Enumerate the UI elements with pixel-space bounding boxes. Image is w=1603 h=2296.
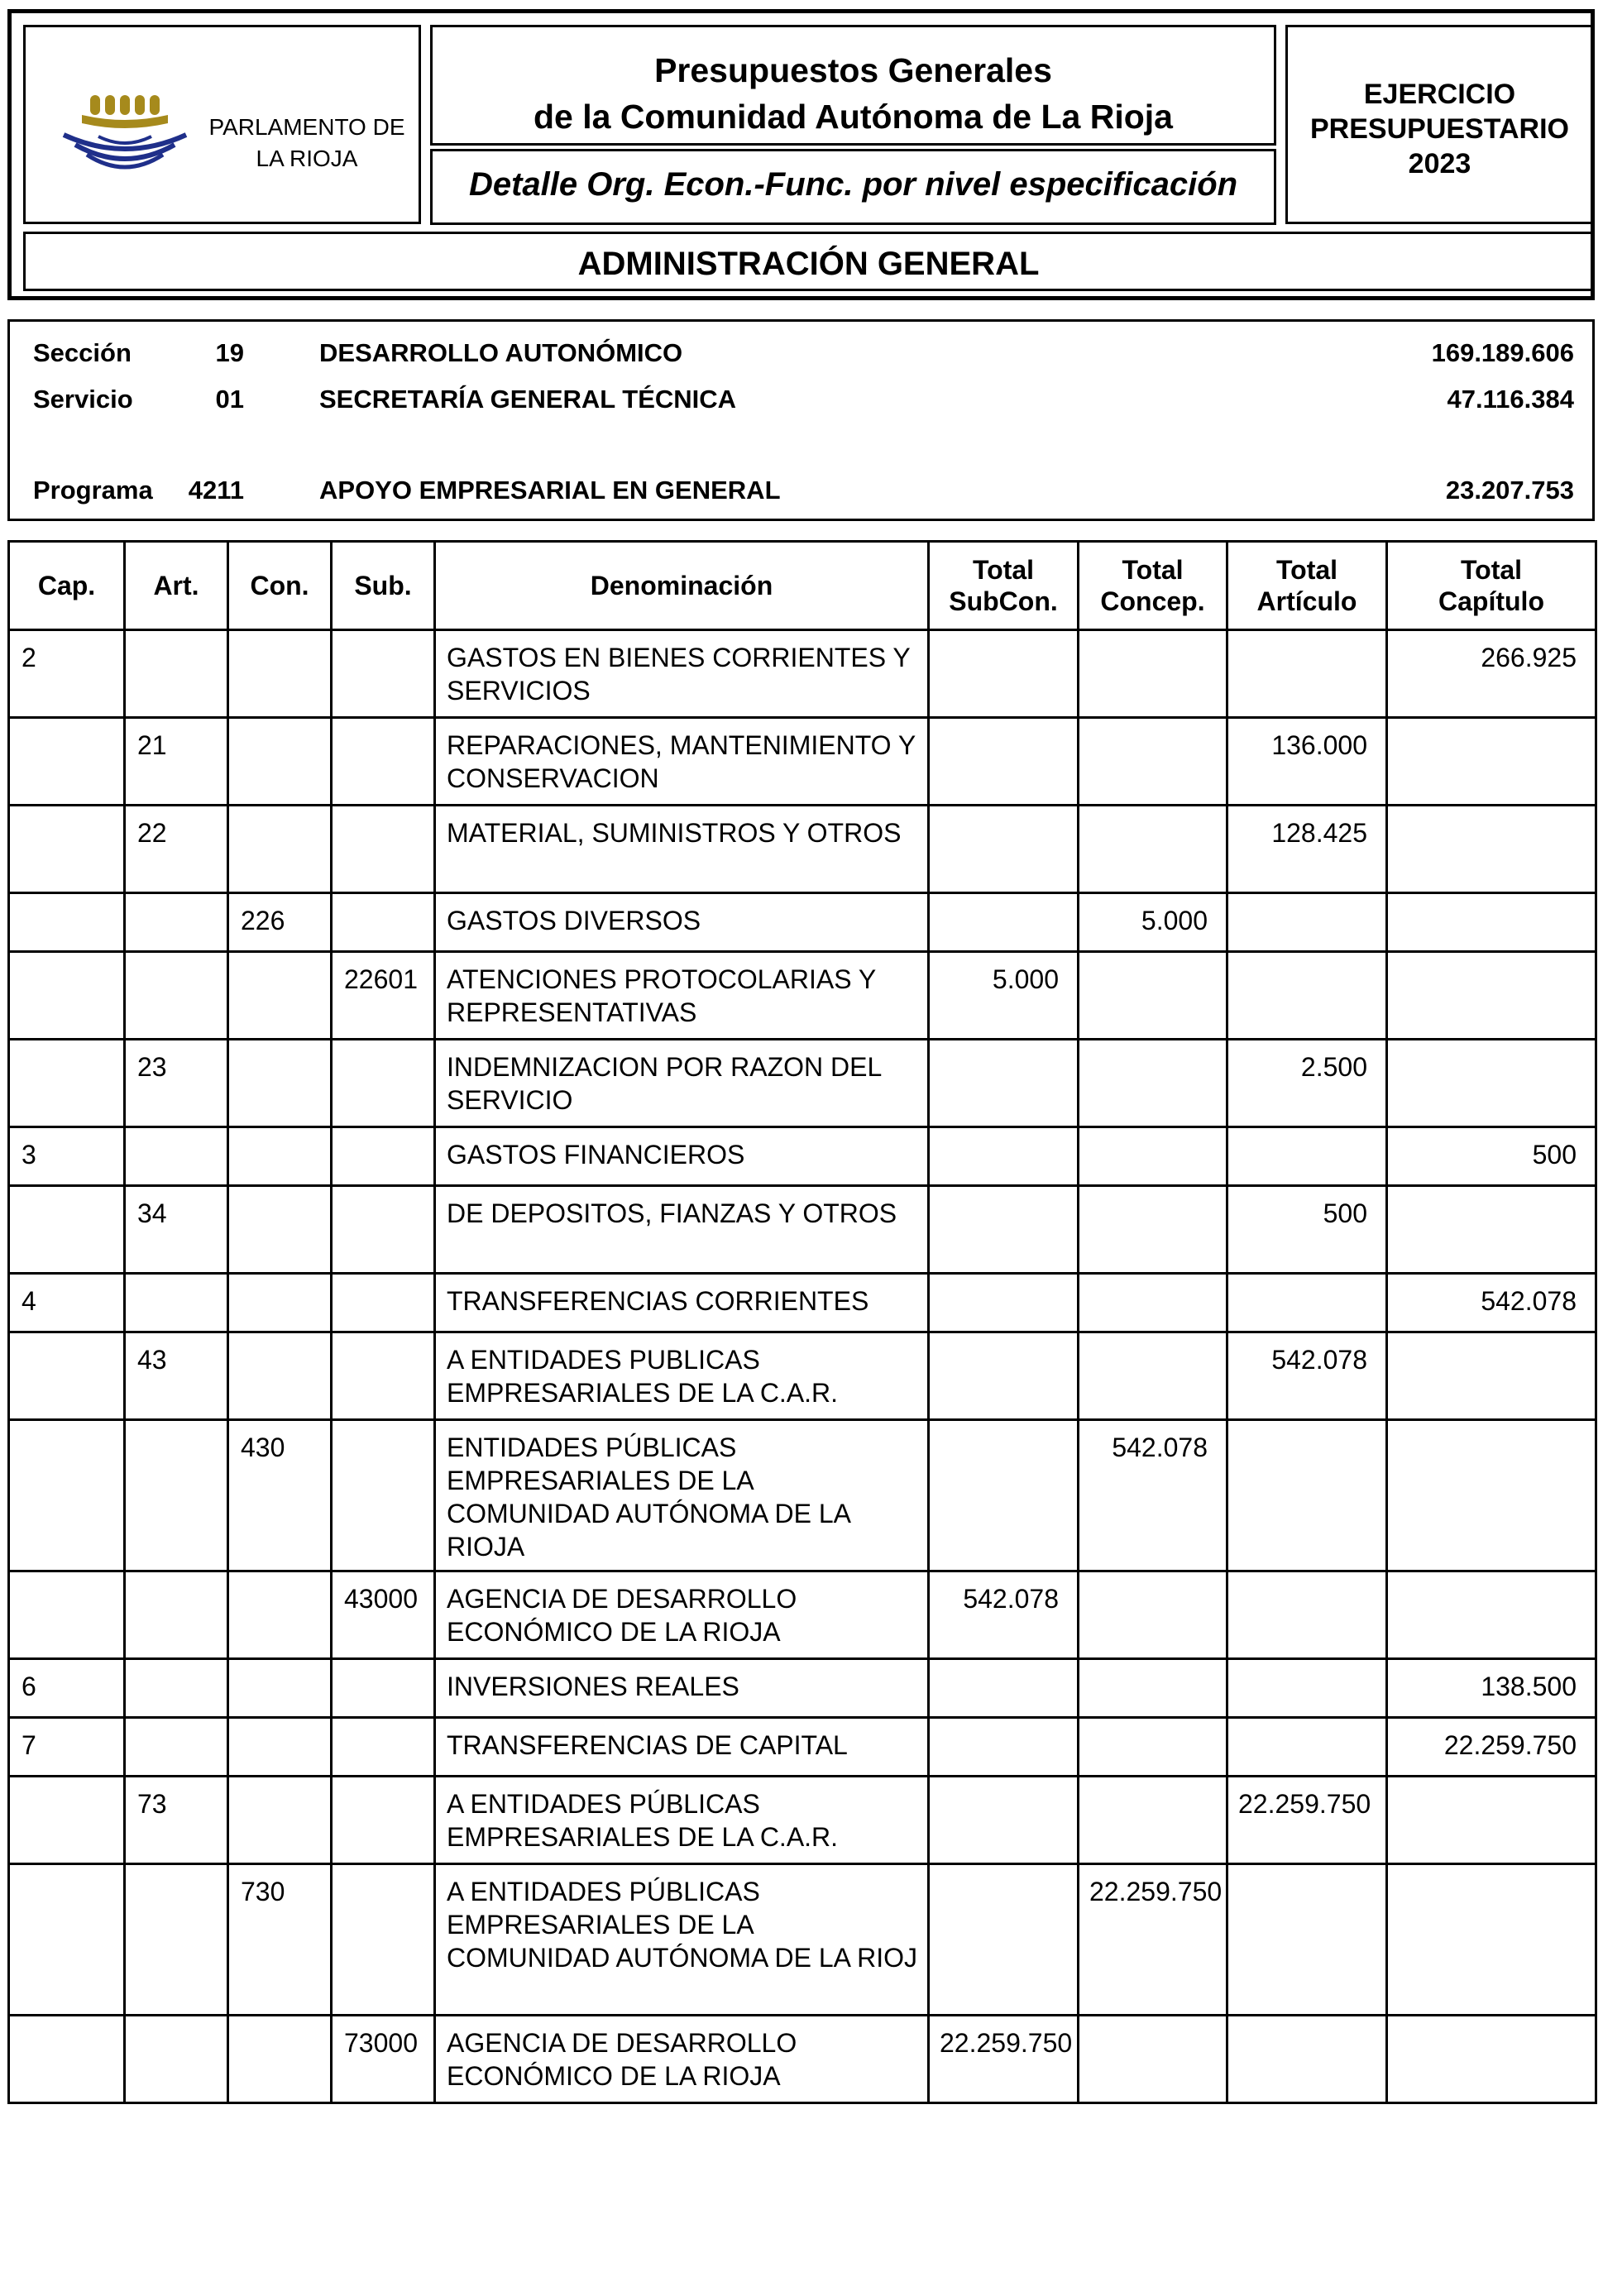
cell-cap (9, 893, 125, 952)
cell-cap (9, 1040, 125, 1127)
col-header-line: SubCon. (949, 586, 1058, 616)
programa-label: Programa (33, 476, 153, 505)
cell-sub: 22601 (332, 952, 435, 1040)
cell-total-concep (1079, 718, 1227, 806)
col-header-line: Concep. (1100, 586, 1205, 616)
cell-cap (9, 718, 125, 806)
cell-cap: 4 (9, 1274, 125, 1332)
cell-sub: 73000 (332, 2016, 435, 2103)
cell-sub (332, 1332, 435, 1420)
cell-con (228, 1659, 332, 1718)
section-title: ADMINISTRACIÓN GENERAL (577, 246, 1040, 282)
cell-cap (9, 1420, 125, 1571)
cell-con (228, 952, 332, 1040)
table-row (9, 806, 1596, 893)
cell-denominacion: REPARACIONES, MANTENIMIENTO Y CONSERVACION (435, 718, 929, 806)
cell-art (125, 1420, 228, 1571)
cell-total-subcon (929, 1659, 1079, 1718)
cell-total-articulo (1227, 2016, 1387, 2103)
cell-art (125, 893, 228, 952)
logo-panel (23, 25, 421, 224)
cell-con (228, 1186, 332, 1274)
cell-con (228, 1127, 332, 1186)
cell-sub (332, 1864, 435, 2016)
cell-sub: 43000 (332, 1571, 435, 1659)
col-header-total-articulo (1227, 542, 1387, 630)
cell-art (125, 1127, 228, 1186)
cell-sub (332, 893, 435, 952)
col-header-cap: Cap. (9, 542, 125, 630)
cell-con (228, 1332, 332, 1420)
document-header (7, 9, 1595, 300)
table-row (9, 952, 1596, 1040)
cell-denominacion: DE DEPOSITOS, FIANZAS Y OTROS (435, 1186, 929, 1274)
cell-art (125, 1571, 228, 1659)
table-row (9, 718, 1596, 806)
col-header-sub: Sub. (332, 542, 435, 630)
col-header-line: Capítulo (1438, 586, 1544, 616)
table-row (9, 1127, 1596, 1186)
cell-denominacion: AGENCIA DE DESARROLLO ECONÓMICO DE LA RIOJA (435, 2016, 929, 2103)
cell-total-capitulo (1387, 1332, 1596, 1420)
section-title-panel (23, 232, 1594, 291)
cell-sub (332, 1659, 435, 1718)
programa-code: 4211 (188, 476, 244, 505)
title-panel (430, 25, 1276, 146)
cell-denominacion: TRANSFERENCIAS CORRIENTES (435, 1274, 929, 1332)
cell-total-articulo (1227, 1659, 1387, 1718)
programa-name: APOYO EMPRESARIAL EN GENERAL (319, 476, 781, 505)
seccion-code: 19 (215, 338, 244, 367)
cell-sub (332, 1777, 435, 1864)
cell-total-articulo (1227, 1864, 1387, 2016)
col-header-total-capitulo (1387, 542, 1596, 630)
cell-con (228, 718, 332, 806)
cell-art (125, 1864, 228, 2016)
cell-total-concep (1079, 2016, 1227, 2103)
cell-cap: 6 (9, 1659, 125, 1718)
fiscal-year-line: PRESUPUESTARIO (1310, 113, 1569, 145)
cell-total-capitulo: 138.500 (1387, 1659, 1596, 1718)
cell-total-subcon: 22.259.750 (929, 2016, 1079, 2103)
cell-denominacion: MATERIAL, SUMINISTROS Y OTROS (435, 806, 929, 893)
table-row (9, 1420, 1596, 1571)
cell-art: 34 (125, 1186, 228, 1274)
cell-total-subcon: 5.000 (929, 952, 1079, 1040)
cell-con: 430 (228, 1420, 332, 1571)
cell-con: 226 (228, 893, 332, 952)
cell-denominacion: GASTOS DIVERSOS (435, 893, 929, 952)
cell-denominacion: GASTOS EN BIENES CORRIENTES Y SERVICIOS (435, 630, 929, 718)
cell-sub (332, 806, 435, 893)
cell-total-articulo (1227, 1420, 1387, 1571)
table-row (9, 893, 1596, 952)
cell-total-concep (1079, 1274, 1227, 1332)
cell-total-concep: 22.259.750 (1079, 1864, 1227, 2016)
cell-con (228, 806, 332, 893)
cell-sub (332, 1127, 435, 1186)
cell-denominacion: INDEMNIZACION POR RAZON DEL SERVICIO (435, 1040, 929, 1127)
cell-denominacion: ENTIDADES PÚBLICAS EMPRESARIALES DE LA COMUNIDAD AUTÓNOMA DE LA RIOJA (435, 1420, 929, 1571)
cell-con: 730 (228, 1864, 332, 2016)
cell-total-concep (1079, 1186, 1227, 1274)
cell-total-concep (1079, 1040, 1227, 1127)
cell-total-concep: 542.078 (1079, 1420, 1227, 1571)
cell-total-subcon: 542.078 (929, 1571, 1079, 1659)
cell-total-articulo (1227, 1274, 1387, 1332)
cell-total-articulo (1227, 1127, 1387, 1186)
document-title (433, 47, 1274, 140)
budget-table (7, 540, 1597, 2104)
cell-con (228, 1571, 332, 1659)
table-row (9, 1040, 1596, 1127)
cell-total-articulo: 2.500 (1227, 1040, 1387, 1127)
cell-art: 21 (125, 718, 228, 806)
table-row (9, 1274, 1596, 1332)
parliament-name (199, 112, 414, 175)
parliament-logo-icon (47, 87, 204, 186)
cell-cap (9, 952, 125, 1040)
cell-con (228, 2016, 332, 2103)
cell-cap (9, 1864, 125, 2016)
cell-total-articulo (1227, 630, 1387, 718)
fiscal-year-panel (1285, 25, 1594, 224)
cell-total-capitulo (1387, 1040, 1596, 1127)
cell-total-capitulo (1387, 718, 1596, 806)
cell-total-articulo (1227, 1718, 1387, 1777)
programa-amount: 23.207.753 (1445, 476, 1574, 505)
cell-total-subcon (929, 1332, 1079, 1420)
table-row (9, 1332, 1596, 1420)
document-subtitle: Detalle Org. Econ.-Func. por nivel especificación (468, 166, 1238, 203)
cell-con (228, 1040, 332, 1127)
seccion-row (10, 338, 1592, 371)
cell-total-concep (1079, 1659, 1227, 1718)
col-header-total-concep (1079, 542, 1227, 630)
table-header-row (9, 542, 1596, 630)
col-header-denominacion: Denominación (435, 542, 929, 630)
cell-total-articulo: 500 (1227, 1186, 1387, 1274)
cell-denominacion: A ENTIDADES PUBLICAS EMPRESARIALES DE LA C.A.R. (435, 1332, 929, 1420)
cell-total-capitulo (1387, 893, 1596, 952)
cell-denominacion: A ENTIDADES PÚBLICAS EMPRESARIALES DE LA C.A.R. (435, 1777, 929, 1864)
cell-total-articulo: 136.000 (1227, 718, 1387, 806)
cell-art (125, 1659, 228, 1718)
cell-total-subcon (929, 1186, 1079, 1274)
cell-sub (332, 1186, 435, 1274)
seccion-name: DESARROLLO AUTONÓMICO (319, 338, 683, 367)
table-row (9, 1777, 1596, 1864)
col-header-line: Total (1460, 555, 1523, 585)
cell-sub (332, 630, 435, 718)
cell-total-capitulo: 542.078 (1387, 1274, 1596, 1332)
cell-total-articulo (1227, 893, 1387, 952)
cell-total-subcon (929, 1420, 1079, 1571)
cell-cap: 7 (9, 1718, 125, 1777)
cell-total-capitulo (1387, 952, 1596, 1040)
cell-total-articulo: 128.425 (1227, 806, 1387, 893)
cell-cap (9, 806, 125, 893)
col-header-line: Total (1122, 555, 1184, 585)
budget-table-body (9, 630, 1596, 2103)
cell-denominacion: INVERSIONES REALES (435, 1659, 929, 1718)
cell-sub (332, 1274, 435, 1332)
cell-con (228, 630, 332, 718)
cell-sub (332, 718, 435, 806)
servicio-name: SECRETARÍA GENERAL TÉCNICA (319, 385, 737, 414)
cell-total-concep (1079, 1571, 1227, 1659)
cell-total-articulo: 22.259.750 (1227, 1777, 1387, 1864)
cell-art (125, 1718, 228, 1777)
parliament-name-line: PARLAMENTO DE (208, 114, 405, 140)
cell-art: 23 (125, 1040, 228, 1127)
cell-art: 73 (125, 1777, 228, 1864)
cell-total-capitulo (1387, 1777, 1596, 1864)
col-header-con: Con. (228, 542, 332, 630)
cell-total-capitulo (1387, 2016, 1596, 2103)
cell-total-subcon (929, 1040, 1079, 1127)
cell-total-concep (1079, 630, 1227, 718)
table-row (9, 1864, 1596, 2016)
cell-total-articulo (1227, 1571, 1387, 1659)
servicio-code: 01 (215, 385, 244, 414)
fiscal-year-line: EJERCICIO (1363, 79, 1516, 110)
servicio-label: Servicio (33, 385, 133, 414)
col-header-line: Artículo (1256, 586, 1357, 616)
cell-con (228, 1274, 332, 1332)
cell-denominacion: AGENCIA DE DESARROLLO ECONÓMICO DE LA RIOJA (435, 1571, 929, 1659)
cell-art: 43 (125, 1332, 228, 1420)
cell-art (125, 952, 228, 1040)
cell-con (228, 1718, 332, 1777)
col-header-art: Art. (125, 542, 228, 630)
cell-total-concep (1079, 1718, 1227, 1777)
cell-art (125, 2016, 228, 2103)
cell-cap: 2 (9, 630, 125, 718)
programa-row (10, 476, 1592, 509)
cell-total-subcon (929, 1864, 1079, 2016)
cell-total-capitulo: 266.925 (1387, 630, 1596, 718)
servicio-amount: 47.116.384 (1447, 385, 1574, 414)
cell-total-articulo (1227, 952, 1387, 1040)
table-row (9, 630, 1596, 718)
col-header-line: Total (1275, 555, 1338, 585)
cell-total-subcon (929, 1718, 1079, 1777)
cell-denominacion: GASTOS FINANCIEROS (435, 1127, 929, 1186)
table-row (9, 2016, 1596, 2103)
col-header-total-subcon (929, 542, 1079, 630)
cell-art (125, 630, 228, 718)
cell-total-concep: 5.000 (1079, 893, 1227, 952)
cell-total-subcon (929, 806, 1079, 893)
servicio-row (10, 385, 1592, 418)
seccion-amount: 169.189.606 (1431, 338, 1574, 367)
subtitle-panel (430, 149, 1276, 225)
cell-total-capitulo (1387, 1571, 1596, 1659)
cell-total-concep (1079, 1127, 1227, 1186)
cell-total-capitulo (1387, 1186, 1596, 1274)
table-row (9, 1571, 1596, 1659)
document-title-line: Presupuestos Generales (654, 51, 1052, 89)
cell-art: 22 (125, 806, 228, 893)
cell-total-concep (1079, 952, 1227, 1040)
cell-total-subcon (929, 1127, 1079, 1186)
cell-art (125, 1274, 228, 1332)
cell-total-capitulo (1387, 1864, 1596, 2016)
cell-total-articulo: 542.078 (1227, 1332, 1387, 1420)
cell-total-concep (1079, 1777, 1227, 1864)
cell-total-capitulo (1387, 1420, 1596, 1571)
cell-cap (9, 2016, 125, 2103)
program-info (7, 319, 1595, 521)
table-row (9, 1718, 1596, 1777)
cell-cap (9, 1186, 125, 1274)
fiscal-year-value: 2023 (1408, 148, 1471, 179)
cell-total-capitulo: 22.259.750 (1387, 1718, 1596, 1777)
parliament-name-line: LA RIOJA (256, 146, 358, 171)
cell-cap: 3 (9, 1127, 125, 1186)
cell-sub (332, 1718, 435, 1777)
cell-total-subcon (929, 630, 1079, 718)
col-header-line: Total (972, 555, 1035, 585)
cell-total-concep (1079, 806, 1227, 893)
cell-cap (9, 1777, 125, 1864)
cell-denominacion: A ENTIDADES PÚBLICAS EMPRESARIALES DE LA COMUNIDAD AUTÓNOMA DE LA RIOJ (435, 1864, 929, 2016)
cell-total-capitulo: 500 (1387, 1127, 1596, 1186)
seccion-label: Sección (33, 338, 132, 367)
cell-con (228, 1777, 332, 1864)
cell-total-capitulo (1387, 806, 1596, 893)
cell-total-subcon (929, 718, 1079, 806)
cell-total-concep (1079, 1332, 1227, 1420)
cell-sub (332, 1420, 435, 1571)
cell-cap (9, 1332, 125, 1420)
cell-sub (332, 1040, 435, 1127)
table-row (9, 1659, 1596, 1718)
cell-total-subcon (929, 1777, 1079, 1864)
cell-denominacion: TRANSFERENCIAS DE CAPITAL (435, 1718, 929, 1777)
fiscal-year-label (1288, 77, 1591, 181)
document-title-line: de la Comunidad Autónoma de La Rioja (534, 98, 1173, 136)
cell-total-subcon (929, 1274, 1079, 1332)
cell-cap (9, 1571, 125, 1659)
cell-total-subcon (929, 893, 1079, 952)
cell-denominacion: ATENCIONES PROTOCOLARIAS Y REPRESENTATIVAS (435, 952, 929, 1040)
table-row (9, 1186, 1596, 1274)
